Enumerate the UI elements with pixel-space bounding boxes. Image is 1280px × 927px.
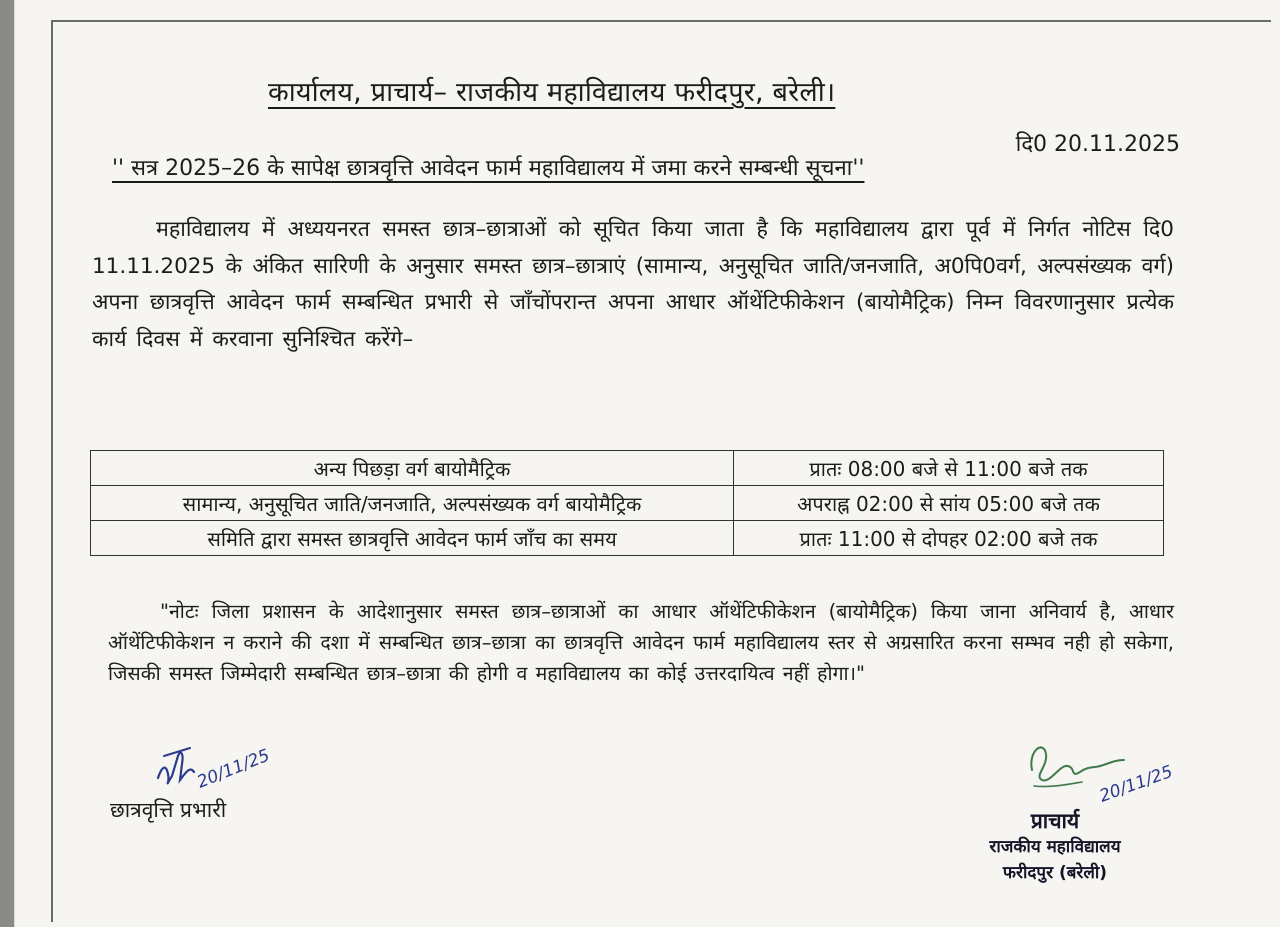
schedule-table: [90, 450, 1164, 556]
schedule-time: प्रातः 11:00 से दोपहर 02:00 बजे तक: [734, 521, 1164, 556]
schedule-time: अपराह्न 02:00 से सांय 05:00 बजे तक: [734, 486, 1164, 521]
notice-date: दि0 20.11.2025: [1015, 132, 1180, 157]
notice-note: "नोटः जिला प्रशासन के आदेशानुसार समस्त छात्र–छात्राओं का आधार ऑथेंटिफीकेशन (बायोमैट्रिक) किया जाना अनिवार्य है, आधार ऑथेंटिफीकेशन न कराने की दशा में सम्बन्धित छात्र–छात्रा का छात्रवृत्ति आवेदन फार्म महाविद्यालय स्तर से अग्रसारित करना सम्भव नही हो सकेगा, जिसकी समस्त जिम्मेदारी सम्बन्धित छात्र–छात्रा की होगी व महाविद्यालय का कोई उत्तरदायित्व नहीं होगा।": [108, 600, 1174, 685]
table-row: [91, 486, 1164, 521]
schedule-category: अन्य पिछड़ा वर्ग बायोमैट्रिक: [91, 451, 734, 486]
schedule-category: सामान्य, अनुसूचित जाति/जनजाति, अल्पसंख्यक वर्ग बायोमैट्रिक: [91, 486, 734, 521]
table-row: [91, 521, 1164, 556]
left-signature-date: 20/11/25: [194, 745, 273, 793]
notice-body: महाविद्यालय में अध्ययनरत समस्त छात्र–छात्राओं को सूचित किया जाता है कि महाविद्यालय द्वारा पूर्व में निर्गत नोटिस दि0 11.11.2025 के अंकित सारिणी के अनुसार समस्त छात्र–छात्राएं (सामान्य, अनुसूचित जाति/जनजाति, अ0पि0वर्ग, अल्पसंख्यक वर्ग) अपना छात्रवृत्ति आवेदन फार्म सम्बन्धित प्रभारी से जाँचोंपरान्त अपना आधार ऑथेंटिफीकेशन (बायोमैट्रिक) निम्न विवरणानुसार प्रत्येक कार्य दिवस में करवाना सुनिश्चित करेंगे–: [92, 217, 1174, 352]
stamp-institution: राजकीय महाविद्यालय: [989, 837, 1121, 857]
right-signature-date: 20/11/25: [1096, 761, 1176, 807]
office-heading: कार्यालय, प्राचार्य– राजकीय महाविद्यालय फरीदपुर, बरेली।: [268, 77, 836, 108]
principal-stamp: [955, 808, 1155, 886]
stamp-location: फरीदपुर (बरेली): [1002, 863, 1108, 883]
stamp-title: प्राचार्य: [1030, 809, 1080, 833]
left-signatory-title: छात्रवृत्ति प्रभारी: [110, 798, 227, 822]
table-row: [91, 451, 1164, 486]
notice-subject: '' सत्र 2025–26 के सापेक्ष छात्रवृत्ति आवेदन फार्म महाविद्यालय में जमा करने सम्बन्धी सूचना'': [112, 156, 865, 181]
schedule-category: समिति द्वारा समस्त छात्रवृत्ति आवेदन फार्म जाँच का समय: [91, 521, 734, 556]
schedule-time: प्रातः 08:00 बजे से 11:00 बजे तक: [734, 451, 1164, 486]
right-signature: [1020, 730, 1200, 810]
